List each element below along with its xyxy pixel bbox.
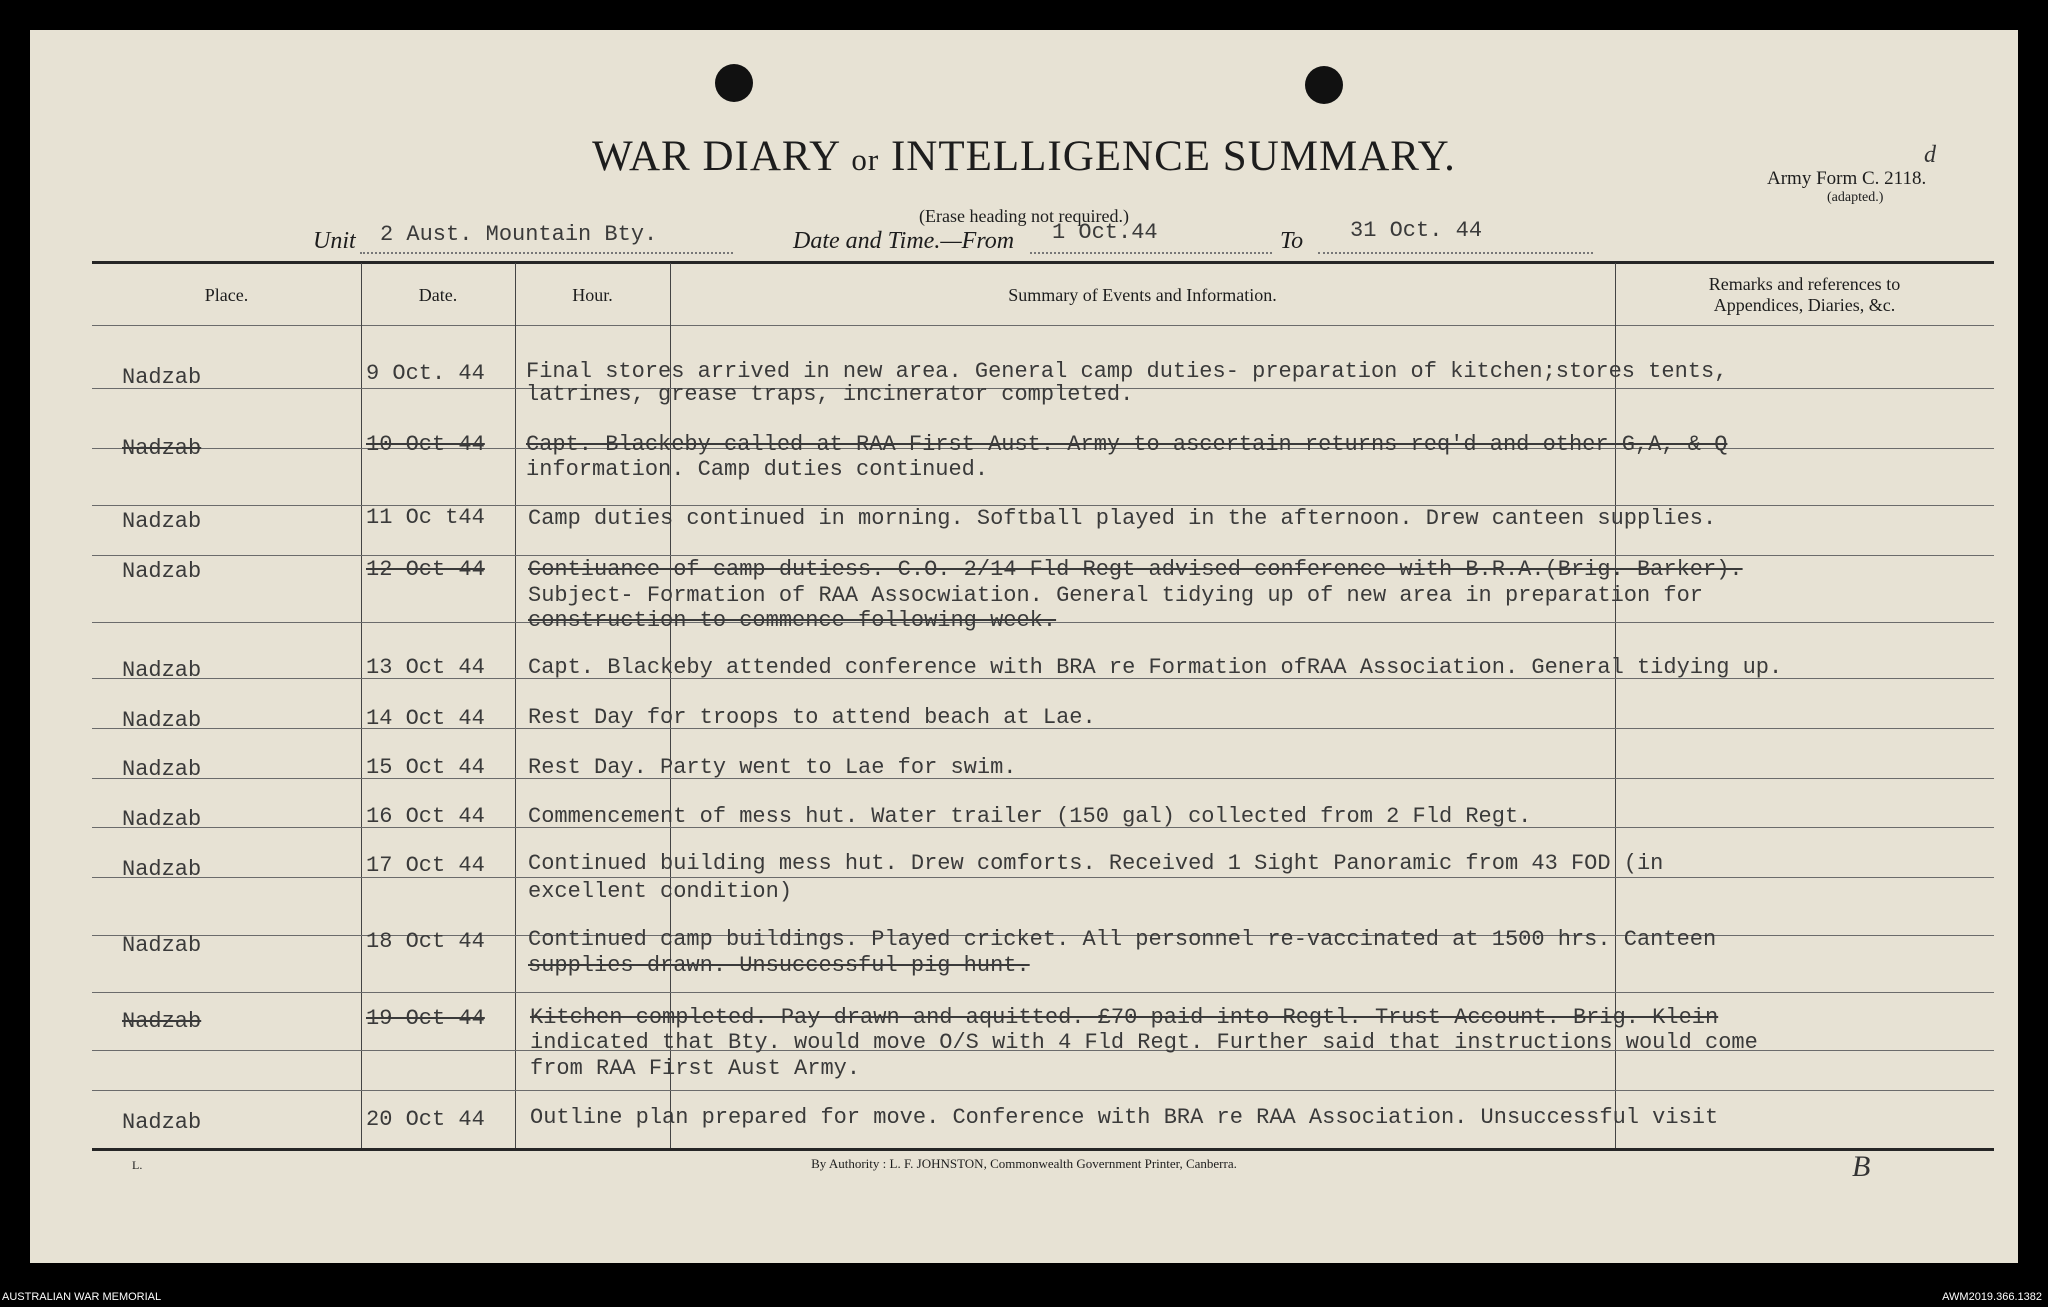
header-rule bbox=[92, 325, 1994, 326]
entry-summary-line: Kitchen completed. Pay drawn and aquitted. £70 paid into Regtl. Trust Account. Brig. Klein bbox=[530, 1005, 1719, 1030]
column-header-place: Place. bbox=[204, 285, 249, 305]
archive-reference: AWM2019.366.1382 bbox=[1942, 1291, 2042, 1303]
army-form-handwritten-mark: d bbox=[1924, 142, 1936, 168]
army-form-number: Army Form C. 2118. bbox=[1767, 168, 1927, 189]
printer-authority: By Authority : L. F. JOHNSTON, Commonwealth Government Printer, Canberra. bbox=[811, 1156, 1237, 1171]
to-dotted-line bbox=[1318, 252, 1593, 254]
entry-summary-line: Contiuance of camp dutiess. C.O. 2/14 Fld Regt advised conference with B.R.A.(Brig. Barker). bbox=[528, 557, 1743, 582]
remarks-header-line-2: Appendices, Diaries, &c. bbox=[1713, 295, 1896, 315]
entry-date: 11 Oc t44 bbox=[366, 505, 485, 530]
diary-page bbox=[30, 30, 2018, 1263]
entry-date: 18 Oct 44 bbox=[366, 929, 485, 954]
entry-place: Nadzab bbox=[122, 857, 202, 882]
from-dotted-line bbox=[1030, 252, 1272, 254]
table-top-rule bbox=[92, 261, 1994, 264]
column-header-remarks bbox=[1615, 274, 1994, 316]
punch-hole-right bbox=[1305, 66, 1343, 104]
entry-place: Nadzab bbox=[122, 807, 202, 832]
table-bottom-rule bbox=[92, 1148, 1994, 1151]
entry-date: 15 Oct 44 bbox=[366, 755, 485, 780]
row-rule bbox=[92, 992, 1994, 993]
entry-summary-line: Rest Day for troops to attend beach at Lae. bbox=[528, 705, 1096, 730]
entry-summary-line: latrines, grease traps, incinerator completed. bbox=[526, 382, 1134, 407]
entry-summary-line: supplies drawn. Unsuccessful pig-hunt. bbox=[528, 953, 1030, 978]
entry-date: 16 Oct 44 bbox=[366, 804, 485, 829]
entry-date: 12 Oct 44 bbox=[366, 557, 485, 582]
entry-summary-line: Continued camp buildings. Played cricket. All personnel re-vaccinated at 1500 hrs. Canteen bbox=[528, 927, 1717, 952]
date-time-label: Date and Time.—From bbox=[793, 228, 1015, 254]
from-value: 1 Oct.44 bbox=[1052, 220, 1158, 245]
entry-summary-line: Capt. Blackeby attended conference with BRA re Formation ofRAA Association. General tidying up. bbox=[528, 655, 1783, 680]
date-hour-divider bbox=[515, 263, 516, 1148]
unit-label: Unit bbox=[313, 228, 356, 254]
form-title bbox=[30, 132, 2018, 181]
entry-date: 9 Oct. 44 bbox=[366, 361, 485, 386]
column-header-date: Date. bbox=[418, 285, 458, 305]
entry-summary-line: excellent condition) bbox=[528, 879, 793, 904]
army-form-adapted: (adapted.) bbox=[1827, 190, 1884, 205]
entry-date: 17 Oct 44 bbox=[366, 853, 485, 878]
entry-place: Nadzab bbox=[122, 1110, 202, 1135]
unit-value: 2 Aust. Mountain Bty. bbox=[380, 222, 658, 247]
title-or: or bbox=[851, 142, 880, 177]
page-mark: B bbox=[1852, 1150, 1871, 1183]
unit-dotted-line bbox=[360, 252, 733, 254]
entry-place: Nadzab bbox=[122, 658, 202, 683]
entry-date: 13 Oct 44 bbox=[366, 655, 485, 680]
archive-caption: AUSTRALIAN WAR MEMORIAL bbox=[2, 1291, 162, 1303]
entry-date: 19 Oct 44 bbox=[366, 1006, 485, 1031]
entry-date: 10 Oct 44 bbox=[366, 432, 485, 457]
entry-place: Nadzab bbox=[122, 436, 202, 461]
entry-place: Nadzab bbox=[122, 559, 202, 584]
title-second: INTELLIGENCE SUMMARY. bbox=[890, 133, 1456, 180]
form-subtitle: (Erase heading not required.) bbox=[919, 206, 1129, 226]
entry-summary-line: from RAA First Aust Army. bbox=[530, 1056, 861, 1081]
column-header-summary: Summary of Events and Information. bbox=[1008, 285, 1277, 305]
place-date-divider bbox=[361, 263, 362, 1148]
entry-place: Nadzab bbox=[122, 708, 202, 733]
form-code: L. bbox=[132, 1158, 143, 1172]
row-rule bbox=[92, 1090, 1994, 1091]
entry-summary-line: Capt. Blackeby called at RAA First Aust. Army to ascertain returns req'd and other G,A, & Q bbox=[526, 432, 1728, 457]
entry-place: Nadzab bbox=[122, 365, 202, 390]
entry-summary-line: indicated that Bty. would move O/S with 4 Fld Regt. Further said that instructions would come bbox=[530, 1030, 1758, 1055]
remarks-header-line-1: Remarks and references to bbox=[1708, 274, 1901, 294]
to-label: To bbox=[1280, 228, 1304, 254]
entry-summary-line: Camp duties continued in morning. Softball played in the afternoon. Drew canteen supplies. bbox=[528, 506, 1717, 531]
entry-summary-line: Commencement of mess hut. Water trailer (150 gal) collected from 2 Fld Regt. bbox=[528, 804, 1532, 829]
entry-date: 20 Oct 44 bbox=[366, 1107, 485, 1132]
entry-summary-line: construction to commence following week. bbox=[528, 608, 1057, 633]
punch-hole-left bbox=[715, 64, 753, 102]
entry-summary-line: Final stores arrived in new area. General camp duties- preparation of kitchen;stores tents, bbox=[526, 359, 1728, 384]
entry-place: Nadzab bbox=[122, 1009, 202, 1034]
entry-summary-line: Rest Day. Party went to Lae for swim. bbox=[528, 755, 1017, 780]
entry-place: Nadzab bbox=[122, 757, 202, 782]
entry-summary-line: Continued building mess hut. Drew comforts. Received 1 Sight Panoramic from 43 FOD (in bbox=[528, 851, 1664, 876]
to-value: 31 Oct. 44 bbox=[1350, 218, 1483, 243]
entry-place: Nadzab bbox=[122, 933, 202, 958]
entry-summary-line: Outline plan prepared for move. Conference with BRA re RAA Association. Unsuccessful visit bbox=[530, 1105, 1719, 1130]
entry-summary-line: information. Camp duties continued. bbox=[526, 457, 989, 482]
entry-summary-line: Subject- Formation of RAA Assocwiation. General tidying up of new area in preparation for bbox=[528, 583, 1703, 608]
entry-date: 14 Oct 44 bbox=[366, 706, 485, 731]
title-main: WAR DIARY bbox=[592, 133, 840, 180]
entry-place: Nadzab bbox=[122, 509, 202, 534]
column-header-hour: Hour. bbox=[572, 285, 613, 305]
